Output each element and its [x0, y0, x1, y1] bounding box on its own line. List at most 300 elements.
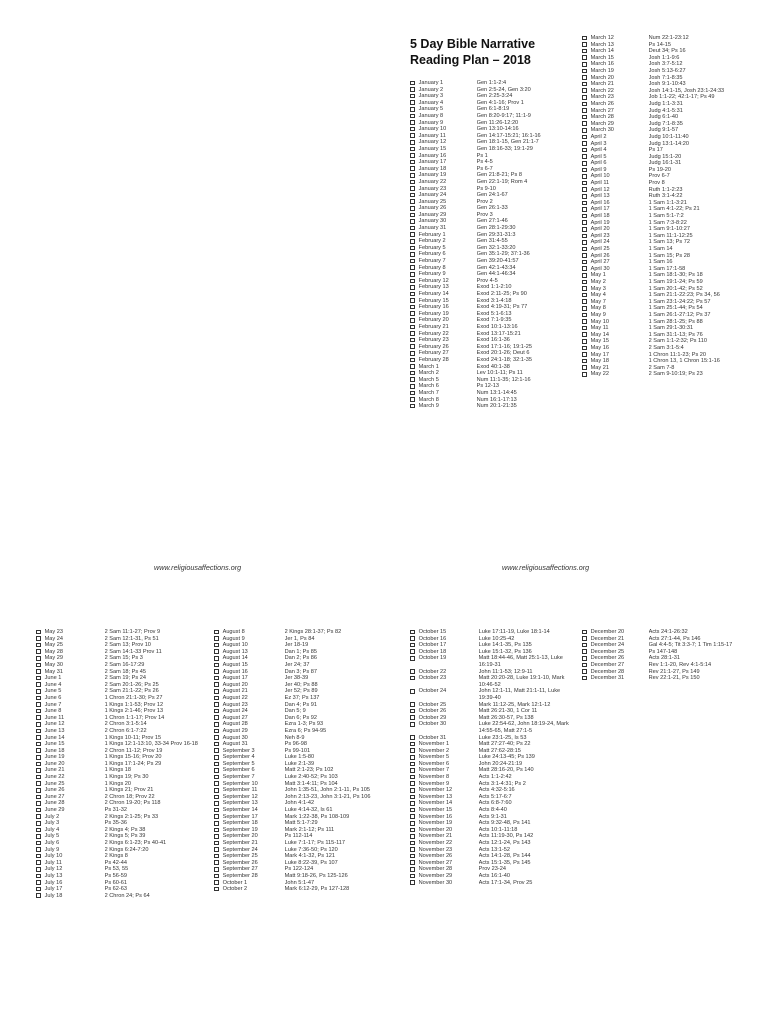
checkbox[interactable] — [582, 352, 587, 357]
checkbox[interactable] — [214, 834, 219, 839]
reading-passage: John 12:1-11, Matt 21:1-11, Luke 19:39-40 — [478, 688, 561, 701]
reading-passage: 1 Sam 13; Ps 72 — [648, 239, 690, 246]
checkbox[interactable] — [410, 377, 415, 382]
checkbox[interactable] — [582, 293, 587, 298]
checkbox[interactable] — [582, 75, 587, 80]
checkbox[interactable] — [582, 319, 587, 324]
checkbox[interactable] — [36, 781, 41, 786]
checkbox[interactable] — [214, 729, 219, 734]
checkbox[interactable] — [410, 186, 415, 191]
reading-date: March 19 — [590, 67, 614, 74]
reading-row — [410, 344, 576, 351]
reading-row — [214, 827, 392, 834]
checkbox[interactable] — [582, 643, 587, 648]
checkbox[interactable] — [410, 371, 415, 376]
checkbox[interactable] — [214, 762, 219, 767]
checkbox[interactable] — [36, 768, 41, 773]
checkbox[interactable] — [36, 669, 41, 674]
reading-row — [410, 787, 576, 794]
checkbox[interactable] — [410, 676, 415, 681]
checkbox[interactable] — [214, 828, 219, 833]
checkbox[interactable] — [214, 656, 219, 661]
reading-passage: 1 Kings 18 — [104, 767, 132, 774]
checkbox[interactable] — [582, 339, 587, 344]
checkbox[interactable] — [410, 748, 415, 753]
checkbox[interactable] — [582, 372, 587, 377]
checkbox[interactable] — [410, 709, 415, 714]
checkbox[interactable] — [410, 841, 415, 846]
reading-passage: 1 Sam 7:3-8:22 — [648, 219, 687, 226]
checkbox[interactable] — [582, 214, 587, 219]
checkbox[interactable] — [410, 318, 415, 323]
checkbox[interactable] — [410, 173, 415, 178]
checkbox[interactable] — [214, 669, 219, 674]
reading-date: November 16 — [418, 813, 453, 820]
reading-passage: 2 Sam 13; Prov 10 — [104, 642, 151, 649]
checkbox[interactable] — [36, 722, 41, 727]
checkbox[interactable] — [582, 649, 587, 654]
checkbox[interactable] — [410, 246, 415, 251]
checkbox[interactable] — [410, 153, 415, 158]
checkbox[interactable] — [410, 279, 415, 284]
reading-date: January 26 — [418, 205, 447, 212]
checkbox[interactable] — [214, 722, 219, 727]
checkbox[interactable] — [410, 669, 415, 674]
reading-passage: Ps 42-44 — [104, 859, 127, 866]
checkbox[interactable] — [410, 193, 415, 198]
checkbox[interactable] — [582, 36, 587, 41]
checkbox[interactable] — [410, 775, 415, 780]
checkbox[interactable] — [582, 365, 587, 370]
checkbox[interactable] — [582, 253, 587, 258]
checkbox[interactable] — [410, 768, 415, 773]
checkbox[interactable] — [36, 636, 41, 641]
reading-date: January 19 — [418, 172, 447, 179]
reading-date: July 4 — [44, 826, 60, 833]
checkbox[interactable] — [410, 114, 415, 119]
checkbox[interactable] — [410, 325, 415, 330]
checkbox[interactable] — [582, 154, 587, 159]
checkbox[interactable] — [582, 260, 587, 265]
checkbox[interactable] — [410, 656, 415, 661]
checkbox[interactable] — [214, 781, 219, 786]
reading-row — [214, 695, 392, 702]
checkbox[interactable] — [582, 88, 587, 93]
reading-row — [214, 669, 392, 676]
checkbox[interactable] — [410, 762, 415, 767]
checkbox[interactable] — [582, 359, 587, 364]
checkbox[interactable] — [410, 358, 415, 363]
reading-passage: Exod 17:1-16; 19:1-25 — [476, 343, 532, 350]
checkbox[interactable] — [582, 220, 587, 225]
checkbox[interactable] — [582, 663, 587, 668]
checkbox[interactable] — [36, 643, 41, 648]
checkbox[interactable] — [214, 702, 219, 707]
checkbox[interactable] — [582, 42, 587, 47]
checkbox[interactable] — [214, 630, 219, 635]
reading-date: May 25 — [44, 642, 63, 649]
checkbox[interactable] — [410, 636, 415, 641]
checkbox[interactable] — [582, 240, 587, 245]
reading-date: August 24 — [222, 708, 248, 715]
checkbox[interactable] — [410, 166, 415, 171]
checkbox[interactable] — [582, 135, 587, 140]
checkbox[interactable] — [36, 729, 41, 734]
reading-passage: Luke 8:22-39, Ps 107 — [284, 859, 338, 866]
checkbox[interactable] — [582, 286, 587, 291]
reading-row — [410, 649, 576, 656]
checkbox[interactable] — [410, 226, 415, 231]
checkbox[interactable] — [582, 181, 587, 186]
checkbox[interactable] — [410, 742, 415, 747]
checkbox[interactable] — [214, 788, 219, 793]
checkbox[interactable] — [36, 795, 41, 800]
reading-date: February 14 — [418, 291, 449, 297]
checkbox[interactable] — [410, 874, 415, 879]
checkbox[interactable] — [410, 199, 415, 204]
checkbox[interactable] — [214, 801, 219, 806]
reading-date: March 21 — [590, 81, 614, 88]
checkbox[interactable] — [214, 696, 219, 701]
reading-passage: 2 Chron 11-12; Prov 19 — [104, 747, 163, 754]
reading-passage: Judg 4:1-5:31 — [648, 107, 683, 114]
reading-date: February 20 — [418, 317, 449, 324]
checkbox[interactable] — [36, 682, 41, 687]
checkbox[interactable] — [36, 755, 41, 760]
checkbox[interactable] — [582, 273, 587, 278]
checkbox[interactable] — [36, 808, 41, 813]
checkbox[interactable] — [410, 649, 415, 654]
reading-passage: Judg 13:1-14:20 — [648, 140, 690, 147]
checkbox[interactable] — [36, 893, 41, 898]
checkbox[interactable] — [410, 219, 415, 224]
checkbox[interactable] — [582, 148, 587, 153]
checkbox[interactable] — [36, 656, 41, 661]
reading-row — [582, 101, 762, 108]
reading-row — [36, 833, 202, 840]
reading-date: January 22 — [418, 178, 447, 185]
checkbox[interactable] — [582, 346, 587, 351]
reading-passage: 2 Kings 6:24-7:20 — [104, 846, 149, 853]
checkbox[interactable] — [582, 630, 587, 635]
checkbox[interactable] — [410, 351, 415, 356]
checkbox[interactable] — [36, 689, 41, 694]
checkbox[interactable] — [36, 663, 41, 668]
checkbox[interactable] — [410, 100, 415, 105]
checkbox[interactable] — [36, 735, 41, 740]
checkbox[interactable] — [214, 742, 219, 747]
reading-date: May 14 — [590, 331, 609, 338]
checkbox[interactable] — [410, 87, 415, 92]
checkbox[interactable] — [582, 676, 587, 681]
checkbox[interactable] — [36, 887, 41, 892]
reading-row — [410, 331, 576, 338]
reading-date: May 15 — [590, 338, 609, 345]
checkbox[interactable] — [410, 689, 415, 694]
checkbox[interactable] — [410, 259, 415, 264]
checkbox[interactable] — [36, 867, 41, 872]
checkbox[interactable] — [214, 880, 219, 885]
checkbox[interactable] — [410, 828, 415, 833]
checkbox[interactable] — [410, 344, 415, 349]
checkbox[interactable] — [582, 299, 587, 304]
checkbox[interactable] — [582, 55, 587, 60]
reading-row — [582, 662, 762, 669]
checkbox[interactable] — [410, 384, 415, 389]
reading-date: September 7 — [222, 774, 255, 781]
checkbox[interactable] — [582, 108, 587, 113]
checkbox[interactable] — [214, 682, 219, 687]
checkbox[interactable] — [214, 887, 219, 892]
checkbox[interactable] — [36, 702, 41, 707]
reading-passage: Exod 40:1-38 — [476, 363, 510, 370]
checkbox[interactable] — [410, 133, 415, 138]
checkbox[interactable] — [410, 847, 415, 852]
checkbox[interactable] — [582, 636, 587, 641]
reading-passage: Dan 4; Ps 91 — [284, 701, 317, 708]
reading-date: July 16 — [44, 879, 63, 886]
reading-row — [36, 715, 202, 722]
checkbox[interactable] — [582, 326, 587, 331]
checkbox[interactable] — [582, 82, 587, 87]
checkbox[interactable] — [36, 801, 41, 806]
checkbox[interactable] — [410, 213, 415, 218]
checkbox[interactable] — [410, 715, 415, 720]
reading-date: June 12 — [44, 721, 65, 728]
checkbox[interactable] — [36, 676, 41, 681]
reading-passage: 2 Kings 5; Ps 39 — [104, 833, 146, 840]
checkbox[interactable] — [410, 265, 415, 270]
reading-date: July 10 — [44, 853, 63, 860]
checkbox[interactable] — [582, 62, 587, 67]
checkbox[interactable] — [214, 854, 219, 859]
reading-passage: Ps 6-7 — [476, 165, 493, 172]
checkbox[interactable] — [410, 239, 415, 244]
checkbox[interactable] — [582, 306, 587, 311]
reading-passage: Acts 9:32-48, Ps 141 — [478, 820, 531, 827]
checkbox[interactable] — [410, 860, 415, 865]
checkbox[interactable] — [410, 120, 415, 125]
checkbox[interactable] — [410, 292, 415, 297]
checkbox[interactable] — [410, 305, 415, 310]
checkbox[interactable] — [214, 775, 219, 780]
checkbox[interactable] — [582, 313, 587, 318]
checkbox[interactable] — [582, 187, 587, 192]
checkbox[interactable] — [36, 854, 41, 859]
reading-row — [214, 880, 392, 887]
checkbox[interactable] — [214, 768, 219, 773]
checkbox[interactable] — [582, 201, 587, 206]
checkbox[interactable] — [410, 180, 415, 185]
checkbox[interactable] — [582, 234, 587, 239]
checkbox[interactable] — [582, 332, 587, 337]
checkbox[interactable] — [410, 160, 415, 165]
reading-row — [214, 728, 392, 735]
checkbox[interactable] — [410, 331, 415, 336]
checkbox[interactable] — [582, 669, 587, 674]
reading-passage: Luke 7:36-50; Ps 120 — [284, 846, 338, 853]
checkbox[interactable] — [214, 821, 219, 826]
reading-passage: Ps 96-98 — [284, 741, 307, 748]
checkbox[interactable] — [36, 834, 41, 839]
checkbox[interactable] — [582, 95, 587, 100]
checkbox[interactable] — [582, 174, 587, 179]
checkbox[interactable] — [410, 834, 415, 839]
reading-passage: Acts 16:1-40 — [478, 872, 510, 879]
reading-row — [36, 662, 202, 669]
checkbox[interactable] — [214, 808, 219, 813]
checkbox[interactable] — [410, 821, 415, 826]
checkbox[interactable] — [214, 676, 219, 681]
checkbox[interactable] — [36, 709, 41, 714]
checkbox[interactable] — [582, 115, 587, 120]
checkbox[interactable] — [214, 748, 219, 753]
checkbox[interactable] — [214, 847, 219, 852]
reading-date: January 10 — [418, 126, 447, 133]
checkbox[interactable] — [214, 755, 219, 760]
checkbox[interactable] — [582, 102, 587, 107]
checkbox[interactable] — [214, 841, 219, 846]
reading-passage: Ps 53, 55 — [104, 866, 129, 873]
checkbox[interactable] — [36, 847, 41, 852]
checkbox[interactable] — [410, 311, 415, 316]
reading-row — [410, 708, 576, 715]
checkbox[interactable] — [36, 814, 41, 819]
checkbox[interactable] — [36, 788, 41, 793]
checkbox[interactable] — [410, 397, 415, 402]
checkbox[interactable] — [410, 252, 415, 257]
checkbox[interactable] — [214, 795, 219, 800]
reading-row — [410, 251, 576, 258]
checkbox[interactable] — [410, 364, 415, 369]
checkbox[interactable] — [410, 854, 415, 859]
reading-passage: Matt 2:1-23; Ps 102 — [284, 767, 334, 774]
checkbox[interactable] — [410, 94, 415, 99]
checkbox[interactable] — [36, 696, 41, 701]
checkbox[interactable] — [36, 841, 41, 846]
reading-passage: Luke 10:25-42 — [478, 635, 515, 642]
reading-date: June 4 — [44, 681, 62, 688]
checkbox[interactable] — [582, 656, 587, 661]
reading-row — [410, 761, 576, 768]
reading-row — [36, 642, 202, 649]
checkbox[interactable] — [410, 808, 415, 813]
checkbox[interactable] — [410, 285, 415, 290]
checkbox[interactable] — [214, 735, 219, 740]
checkbox[interactable] — [214, 709, 219, 714]
checkbox[interactable] — [214, 814, 219, 819]
reading-passage: Josh 1:1-9:6 — [648, 54, 680, 61]
reading-date: May 7 — [590, 298, 606, 305]
checkbox[interactable] — [36, 821, 41, 826]
checkbox[interactable] — [582, 69, 587, 74]
checkbox[interactable] — [410, 801, 415, 806]
checkbox[interactable] — [214, 867, 219, 872]
checkbox[interactable] — [410, 232, 415, 237]
checkbox[interactable] — [214, 663, 219, 668]
checkbox[interactable] — [410, 338, 415, 343]
checkbox[interactable] — [410, 206, 415, 211]
checkbox[interactable] — [36, 860, 41, 865]
checkbox[interactable] — [410, 702, 415, 707]
checkbox[interactable] — [582, 207, 587, 212]
checkbox[interactable] — [582, 121, 587, 126]
reading-passage: 1 Sam 19:1-24; Ps 59 — [648, 278, 703, 285]
checkbox[interactable] — [36, 762, 41, 767]
checkbox[interactable] — [410, 81, 415, 86]
checkbox[interactable] — [582, 227, 587, 232]
checkbox[interactable] — [582, 168, 587, 173]
checkbox[interactable] — [410, 391, 415, 396]
checkbox[interactable] — [36, 649, 41, 654]
reading-date: March 8 — [418, 396, 439, 403]
checkbox[interactable] — [410, 127, 415, 132]
checkbox[interactable] — [214, 874, 219, 879]
checkbox[interactable] — [36, 748, 41, 753]
checkbox[interactable] — [582, 280, 587, 285]
checkbox[interactable] — [36, 742, 41, 747]
checkbox[interactable] — [410, 781, 415, 786]
checkbox[interactable] — [410, 298, 415, 303]
checkbox[interactable] — [214, 689, 219, 694]
reading-date: April 23 — [590, 232, 610, 239]
checkbox[interactable] — [214, 715, 219, 720]
checkbox[interactable] — [36, 715, 41, 720]
checkbox[interactable] — [582, 194, 587, 199]
checkbox[interactable] — [410, 788, 415, 793]
checkbox[interactable] — [582, 266, 587, 271]
checkbox[interactable] — [582, 49, 587, 54]
checkbox[interactable] — [582, 128, 587, 133]
reading-row — [582, 193, 762, 200]
checkbox[interactable] — [410, 735, 415, 740]
reading-passage: 2 Sam 12:1-31, Ps 51 — [104, 635, 159, 642]
reading-date: August 9 — [222, 635, 245, 642]
checkbox[interactable] — [410, 867, 415, 872]
reading-row — [36, 649, 202, 656]
checkbox[interactable] — [410, 880, 415, 885]
checkbox[interactable] — [410, 272, 415, 277]
checkbox[interactable] — [36, 880, 41, 885]
checkbox[interactable] — [410, 404, 415, 409]
checkbox[interactable] — [214, 649, 219, 654]
checkbox[interactable] — [582, 161, 587, 166]
checkbox[interactable] — [36, 630, 41, 635]
checkbox[interactable] — [582, 247, 587, 252]
checkbox[interactable] — [36, 874, 41, 879]
checkbox[interactable] — [410, 630, 415, 635]
reading-passage: 1 Sam 18:1-30; Ps 18 — [648, 272, 703, 279]
checkbox[interactable] — [410, 107, 415, 112]
reading-row — [582, 325, 762, 332]
reading-row — [410, 880, 576, 887]
checkbox[interactable] — [410, 147, 415, 152]
checkbox[interactable] — [410, 722, 415, 727]
checkbox[interactable] — [582, 141, 587, 146]
checkbox[interactable] — [214, 860, 219, 865]
checkbox[interactable] — [410, 643, 415, 648]
checkbox[interactable] — [410, 140, 415, 145]
checkbox[interactable] — [214, 636, 219, 641]
reading-passage: Matt 5:1-7:29 — [284, 820, 318, 827]
checkbox[interactable] — [410, 755, 415, 760]
checkbox[interactable] — [410, 795, 415, 800]
checkbox[interactable] — [36, 828, 41, 833]
checkbox[interactable] — [410, 814, 415, 819]
reading-date: February 1 — [418, 231, 446, 238]
checkbox[interactable] — [214, 643, 219, 648]
checkbox[interactable] — [36, 775, 41, 780]
